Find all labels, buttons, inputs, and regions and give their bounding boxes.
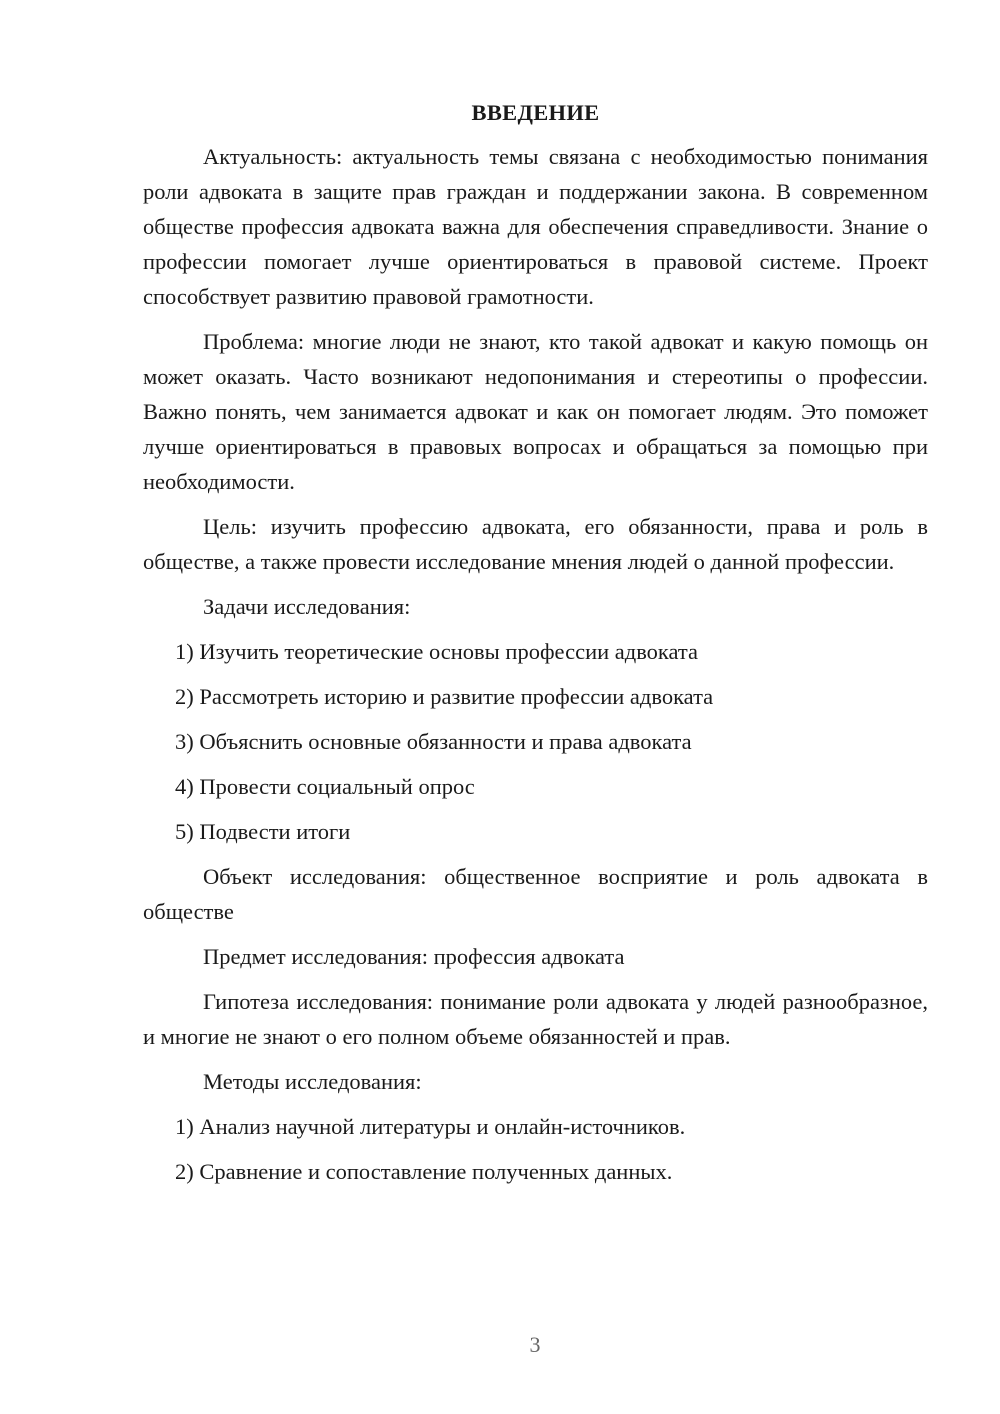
subject-paragraph: Предмет исследования: профессия адвоката <box>203 944 625 969</box>
list-item: 2) Сравнение и сопоставление полученных данных. <box>175 1159 673 1184</box>
tasks-list <box>143 634 928 849</box>
list-item: 5) Подвести итоги <box>175 819 351 844</box>
list-item: 1) Изучить теоретические основы профессии адвоката <box>175 639 699 664</box>
list-item: 1) Анализ научной литературы и онлайн-источников. <box>175 1114 686 1139</box>
hypothesis-paragraph: Гипотеза исследования: понимание роли адвоката у людей разнообразное, и многие не знают о его полном объеме обязанностей и прав. <box>143 989 928 1049</box>
list-item: 4) Провести социальный опрос <box>175 774 475 799</box>
methods-heading: Методы исследования: <box>203 1069 422 1094</box>
methods-list <box>143 1109 928 1189</box>
list-item: 3) Объяснить основные обязанности и права адвоката <box>175 729 692 754</box>
problem-paragraph: Проблема: многие люди не знают, кто такой адвокат и какую помощь он может оказать. Часто возникают недопонимания и стереотипы о профессии. Важно понять, чем занимается адвокат и как он помогает людям. Это поможет лучше ориентироваться в правовых вопросах и обращаться за помощью при необходимости. <box>143 329 928 494</box>
list-item: 2) Рассмотреть историю и развитие профессии адвоката <box>175 684 714 709</box>
object-paragraph: Объект исследования: общественное восприятие и роль адвоката в обществе <box>143 864 928 924</box>
relevance-paragraph: Актуальность: актуальность темы связана с необходимостью понимания роли адвоката в защите прав граждан и поддержании закона. В современном обществе профессия адвоката важна для обеспечения справедливости. Знание о профессии помогает лучше ориентироваться в правовой системе. Проект способствует развитию правовой грамотности. <box>143 144 928 309</box>
page-number: 3 <box>529 1332 541 1357</box>
goal-paragraph: Цель: изучить профессию адвоката, его обязанности, права и роль в обществе, а также провести исследование мнения людей о данной профессии. <box>143 514 928 574</box>
page-title: ВВЕДЕНИЕ <box>471 100 600 125</box>
document-page <box>143 95 928 1199</box>
tasks-heading: Задачи исследования: <box>203 594 411 619</box>
